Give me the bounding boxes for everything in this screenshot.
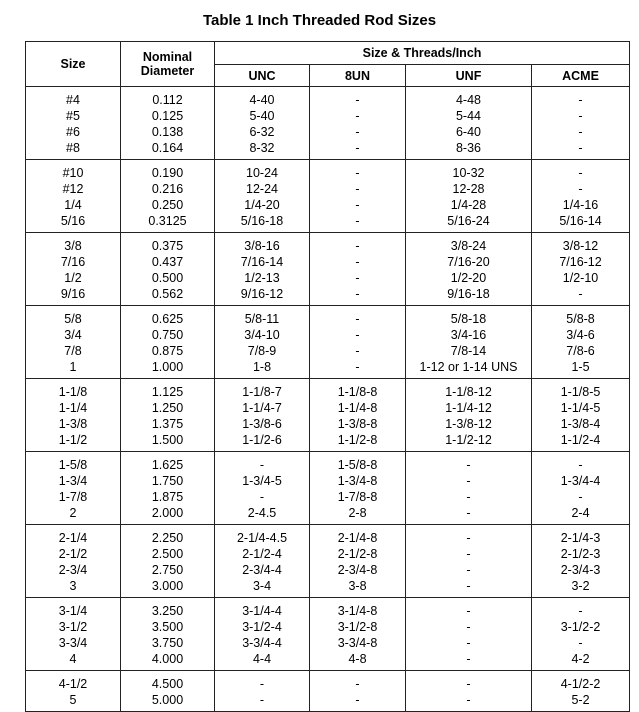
cell-value: 0.875: [151, 344, 184, 358]
cell-value: 2-3/4-8: [337, 563, 378, 577]
cell-value: 2-1/4: [58, 531, 88, 545]
cell-value: 1-3/4-5: [242, 474, 282, 488]
cell-value: 6-32: [249, 125, 275, 139]
cell-value: -: [466, 677, 471, 691]
cell-value: 1-7/8-8: [337, 490, 378, 504]
cell-value: 3-1/2-8: [337, 620, 378, 634]
cell-value: 1.875: [151, 490, 184, 504]
header-size: Size: [26, 42, 121, 87]
cell-value: -: [355, 239, 360, 253]
cell-value: 3-1/2-4: [242, 620, 282, 634]
cell-value: -: [355, 182, 360, 196]
cell-value: 5-2: [571, 693, 590, 707]
cell-8un: [310, 160, 406, 233]
table-row-group: [26, 671, 630, 712]
cell-value: 7/8-9: [247, 344, 277, 358]
cell-nominal-diameter: [121, 452, 215, 525]
cell-value: 1-1/2-6: [242, 433, 282, 447]
cell-value: 3-1/4: [58, 604, 88, 618]
cell-value: #5: [66, 109, 80, 123]
cell-value: 4-1/2-2: [560, 677, 601, 691]
cell-value: 1-1/8: [58, 385, 88, 399]
cell-size: [26, 671, 121, 712]
cell-value: 6-40: [455, 125, 482, 139]
cell-value: 1-3/4-4: [560, 474, 601, 488]
cell-value: 1-3/8-12: [445, 417, 492, 431]
cell-unc: [215, 671, 310, 712]
cell-value: 1-1/2: [58, 433, 88, 447]
cell-value: 7/8-6: [566, 344, 595, 358]
cell-value: 4-48: [455, 93, 482, 107]
cell-value: 1-1/4-8: [337, 401, 378, 415]
header-nominal-line1: Nominal: [142, 50, 193, 64]
cell-value: 1/2-10: [562, 271, 599, 285]
cell-value: 0.250: [151, 198, 184, 212]
cell-nominal-diameter: [121, 598, 215, 671]
cell-value: 9/16: [60, 287, 86, 301]
cell-value: 4-8: [348, 652, 367, 666]
cell-value: 10-24: [246, 166, 278, 180]
cell-value: 2-3/4-4: [242, 563, 282, 577]
cell-value: -: [466, 474, 471, 488]
cell-value: 1-1/2-12: [445, 433, 492, 447]
header-unf: UNF: [406, 65, 532, 87]
cell-value: 1-7/8: [58, 490, 88, 504]
cell-value: 4.500: [151, 677, 184, 691]
header-nominal-diameter: [121, 42, 215, 87]
cell-value: 5/8: [64, 312, 82, 326]
cell-size: [26, 87, 121, 160]
table-row-group: [26, 306, 630, 379]
cell-value: 0.625: [151, 312, 184, 326]
cell-value: 1.000: [151, 360, 184, 374]
cell-nominal-diameter: [121, 160, 215, 233]
cell-value: 1.375: [151, 417, 184, 431]
cell-value: 1/4-28: [450, 198, 487, 212]
cell-value: 4.000: [151, 652, 184, 666]
cell-value: 7/8-14: [450, 344, 487, 358]
cell-value: 3-3/4-4: [242, 636, 282, 650]
cell-value: 1-5/8-8: [337, 458, 378, 472]
cell-value: -: [578, 109, 583, 123]
cell-value: 2-3/4-3: [560, 563, 601, 577]
cell-value: 1.250: [151, 401, 184, 415]
cell-acme: [532, 160, 630, 233]
cell-8un: [310, 452, 406, 525]
cell-unf: [406, 160, 532, 233]
cell-value: 4-2: [571, 652, 590, 666]
cell-value: 5/8-11: [244, 312, 280, 326]
cell-size: [26, 525, 121, 598]
cell-value: 1-5/8: [58, 458, 88, 472]
cell-size: [26, 379, 121, 452]
cell-size: [26, 598, 121, 671]
cell-value: 3.500: [151, 620, 184, 634]
cell-value: -: [466, 652, 471, 666]
cell-value: 1-12 or 1-14 UNS: [419, 360, 518, 374]
cell-value: 9/16-12: [240, 287, 284, 301]
cell-value: 2-1/4-8: [337, 531, 378, 545]
table-row-group: [26, 87, 630, 160]
cell-8un: [310, 525, 406, 598]
cell-value: 1-3/8-8: [337, 417, 378, 431]
cell-value: 7/16-12: [559, 255, 602, 269]
cell-value: 0.750: [151, 328, 184, 342]
cell-value: 3: [69, 579, 77, 593]
cell-nominal-diameter: [121, 233, 215, 306]
cell-value: 1-3/8-6: [242, 417, 282, 431]
cell-value: 1.625: [151, 458, 184, 472]
cell-value: 1/2-13: [244, 271, 280, 285]
cell-value: 2-1/4-4.5: [236, 531, 288, 545]
cell-value: 1-3/4-8: [337, 474, 378, 488]
cell-value: -: [466, 490, 471, 504]
cell-value: 0.375: [151, 239, 184, 253]
cell-value: -: [466, 547, 471, 561]
table-row-group: [26, 233, 630, 306]
cell-value: 5/8-8: [566, 312, 595, 326]
cell-value: 1-8: [252, 360, 272, 374]
cell-value: -: [578, 182, 583, 196]
cell-unc: [215, 233, 310, 306]
cell-value: -: [466, 458, 471, 472]
cell-value: 5: [69, 693, 77, 707]
cell-value: -: [355, 109, 360, 123]
cell-value: 1-5: [571, 360, 590, 374]
cell-value: 1-1/8-7: [242, 385, 282, 399]
cell-value: -: [355, 214, 360, 228]
header-threads-group: Size & Threads/Inch: [215, 42, 630, 65]
cell-value: 3/8-16: [244, 239, 280, 253]
cell-value: 12-28: [452, 182, 485, 196]
cell-value: 2-3/4: [58, 563, 88, 577]
cell-unf: [406, 306, 532, 379]
cell-value: 5/16-24: [447, 214, 490, 228]
cell-value: -: [578, 166, 583, 180]
cell-unc: [215, 525, 310, 598]
cell-value: -: [355, 166, 360, 180]
cell-value: 2-1/2-4: [242, 547, 282, 561]
cell-value: 5-44: [455, 109, 482, 123]
table-row-group: [26, 160, 630, 233]
cell-value: 8-32: [249, 141, 275, 155]
cell-value: -: [466, 620, 471, 634]
cell-value: 1-1/4-5: [560, 401, 601, 415]
cell-value: -: [355, 141, 360, 155]
cell-unc: [215, 452, 310, 525]
cell-unf: [406, 598, 532, 671]
cell-value: 3/8: [64, 239, 82, 253]
cell-value: 9/16-18: [447, 287, 490, 301]
cell-value: -: [578, 458, 583, 472]
table-row-group: [26, 525, 630, 598]
cell-value: 2-1/2-8: [337, 547, 378, 561]
threaded-rod-table: [25, 41, 630, 712]
cell-value: 5/16-18: [240, 214, 284, 228]
cell-value: 3-4: [252, 579, 272, 593]
cell-nominal-diameter: [121, 525, 215, 598]
cell-value: -: [578, 125, 583, 139]
cell-value: -: [355, 677, 360, 691]
cell-acme: [532, 671, 630, 712]
cell-value: 0.3125: [148, 214, 187, 228]
cell-value: -: [259, 693, 265, 707]
cell-value: #6: [66, 125, 80, 139]
header-nominal-line2: Diameter: [140, 64, 195, 78]
cell-value: 1-3/8: [58, 417, 88, 431]
cell-unf: [406, 525, 532, 598]
cell-value: -: [466, 693, 471, 707]
cell-value: 2-1/2-3: [560, 547, 601, 561]
cell-unc: [215, 160, 310, 233]
cell-unc: [215, 306, 310, 379]
cell-value: 3-2: [571, 579, 590, 593]
cell-value: 0.562: [151, 287, 184, 301]
cell-value: 3-1/4-8: [337, 604, 378, 618]
cell-value: -: [355, 693, 360, 707]
cell-unf: [406, 233, 532, 306]
cell-value: 1-3/4: [58, 474, 88, 488]
cell-value: 1/4-20: [244, 198, 280, 212]
cell-value: 3.000: [151, 579, 184, 593]
cell-value: -: [355, 125, 360, 139]
cell-value: 0.190: [151, 166, 184, 180]
cell-value: #12: [62, 182, 84, 196]
cell-value: 2-1/4-3: [560, 531, 601, 545]
cell-value: 4-1/2: [58, 677, 88, 691]
cell-value: 2-4: [571, 506, 590, 520]
cell-value: 5/16-14: [559, 214, 602, 228]
cell-value: 3.750: [151, 636, 184, 650]
cell-value: -: [355, 287, 360, 301]
cell-value: 3/8-12: [562, 239, 599, 253]
cell-value: 3-3/4-8: [337, 636, 378, 650]
header-unc: UNC: [215, 65, 310, 87]
cell-value: 1-1/2-4: [560, 433, 601, 447]
cell-value: 5.000: [151, 693, 184, 707]
cell-value: #10: [62, 166, 84, 180]
cell-value: 1-1/8-8: [337, 385, 378, 399]
cell-8un: [310, 598, 406, 671]
cell-acme: [532, 87, 630, 160]
cell-value: 12-24: [246, 182, 278, 196]
cell-value: 3/4-10: [244, 328, 280, 342]
cell-8un: [310, 306, 406, 379]
cell-unf: [406, 671, 532, 712]
cell-acme: [532, 233, 630, 306]
cell-value: 1-1/8-5: [560, 385, 601, 399]
cell-value: -: [355, 328, 360, 342]
cell-value: -: [355, 312, 360, 326]
cell-nominal-diameter: [121, 306, 215, 379]
cell-value: 1/2: [64, 271, 82, 285]
cell-value: 3/8-24: [450, 239, 487, 253]
cell-value: -: [578, 490, 583, 504]
cell-value: -: [578, 636, 583, 650]
table-body: [26, 87, 630, 712]
cell-value: -: [466, 579, 471, 593]
cell-value: 5-40: [249, 109, 275, 123]
cell-value: 0.437: [151, 255, 184, 269]
cell-value: 1.125: [151, 385, 184, 399]
cell-value: 4-4: [252, 652, 272, 666]
cell-unc: [215, 87, 310, 160]
cell-value: 7/8: [64, 344, 82, 358]
cell-value: -: [466, 531, 471, 545]
table-row-group: [26, 598, 630, 671]
header-8un: 8UN: [310, 65, 406, 87]
cell-value: -: [466, 604, 471, 618]
cell-value: 0.164: [151, 141, 184, 155]
cell-value: #8: [66, 141, 80, 155]
cell-value: 4-40: [249, 93, 275, 107]
cell-value: 1/2-20: [450, 271, 487, 285]
cell-value: -: [259, 490, 265, 504]
cell-value: 3-3/4: [58, 636, 88, 650]
cell-value: 1-1/8-12: [445, 385, 492, 399]
cell-value: -: [355, 93, 360, 107]
cell-value: 5/8-18: [450, 312, 487, 326]
cell-value: 4: [69, 652, 77, 666]
cell-unf: [406, 379, 532, 452]
cell-unc: [215, 379, 310, 452]
cell-value: 0.216: [151, 182, 184, 196]
table-row-group: [26, 452, 630, 525]
cell-acme: [532, 379, 630, 452]
cell-value: -: [259, 458, 265, 472]
cell-value: 2-4.5: [247, 506, 277, 520]
cell-unf: [406, 87, 532, 160]
cell-value: 1: [69, 360, 77, 374]
cell-nominal-diameter: [121, 379, 215, 452]
cell-value: 3-8: [348, 579, 367, 593]
cell-value: 8-36: [455, 141, 482, 155]
cell-acme: [532, 525, 630, 598]
cell-value: 2.750: [151, 563, 184, 577]
cell-value: 7/16-20: [447, 255, 490, 269]
cell-value: 1/4: [64, 198, 82, 212]
cell-value: 1-1/2-8: [337, 433, 378, 447]
cell-8un: [310, 379, 406, 452]
cell-value: 3/4-16: [450, 328, 487, 342]
cell-value: 0.112: [152, 93, 183, 107]
cell-8un: [310, 671, 406, 712]
cell-acme: [532, 598, 630, 671]
cell-value: 2-8: [348, 506, 367, 520]
cell-value: 3-1/2-2: [560, 620, 601, 634]
cell-value: 2: [69, 506, 77, 520]
cell-value: -: [466, 636, 471, 650]
cell-size: [26, 233, 121, 306]
cell-value: -: [466, 563, 471, 577]
cell-unc: [215, 598, 310, 671]
cell-value: 2.500: [151, 547, 184, 561]
cell-value: 3-1/4-4: [242, 604, 282, 618]
cell-value: -: [578, 604, 583, 618]
table-row-group: [26, 379, 630, 452]
cell-value: 3-1/2: [58, 620, 88, 634]
cell-value: 2.000: [151, 506, 184, 520]
cell-value: 1/4-16: [562, 198, 599, 212]
cell-value: 1-1/4: [58, 401, 88, 415]
cell-size: [26, 160, 121, 233]
cell-value: -: [466, 506, 471, 520]
cell-8un: [310, 87, 406, 160]
cell-value: 1-1/4-7: [242, 401, 282, 415]
cell-value: 1-1/4-12: [445, 401, 492, 415]
cell-value: -: [355, 198, 360, 212]
cell-nominal-diameter: [121, 671, 215, 712]
cell-value: 5/16: [60, 214, 86, 228]
cell-value: 1.750: [151, 474, 184, 488]
cell-size: [26, 306, 121, 379]
cell-nominal-diameter: [121, 87, 215, 160]
header-acme: ACME: [532, 65, 630, 87]
cell-value: 7/16: [60, 255, 86, 269]
cell-value: -: [355, 255, 360, 269]
table-title: Table 1 Inch Threaded Rod Sizes: [202, 12, 437, 29]
cell-value: -: [355, 360, 360, 374]
cell-value: 3/4: [64, 328, 82, 342]
cell-value: -: [578, 141, 583, 155]
cell-value: -: [355, 344, 360, 358]
cell-value: 1-3/8-4: [560, 417, 601, 431]
cell-value: 3.250: [151, 604, 184, 618]
cell-acme: [532, 452, 630, 525]
cell-value: #4: [66, 93, 80, 107]
cell-acme: [532, 306, 630, 379]
cell-size: [26, 452, 121, 525]
cell-value: -: [355, 271, 360, 285]
cell-value: -: [578, 287, 583, 301]
cell-value: -: [259, 677, 265, 691]
cell-value: 0.138: [151, 125, 184, 139]
cell-value: 1.500: [151, 433, 184, 447]
cell-unf: [406, 452, 532, 525]
cell-value: 3/4-6: [566, 328, 595, 342]
cell-value: -: [578, 93, 583, 107]
cell-value: 7/16-14: [240, 255, 284, 269]
cell-value: 0.500: [151, 271, 184, 285]
cell-value: 10-32: [452, 166, 485, 180]
cell-value: 2.250: [151, 531, 184, 545]
cell-value: 0.125: [151, 109, 184, 123]
cell-value: 2-1/2: [58, 547, 88, 561]
cell-8un: [310, 233, 406, 306]
